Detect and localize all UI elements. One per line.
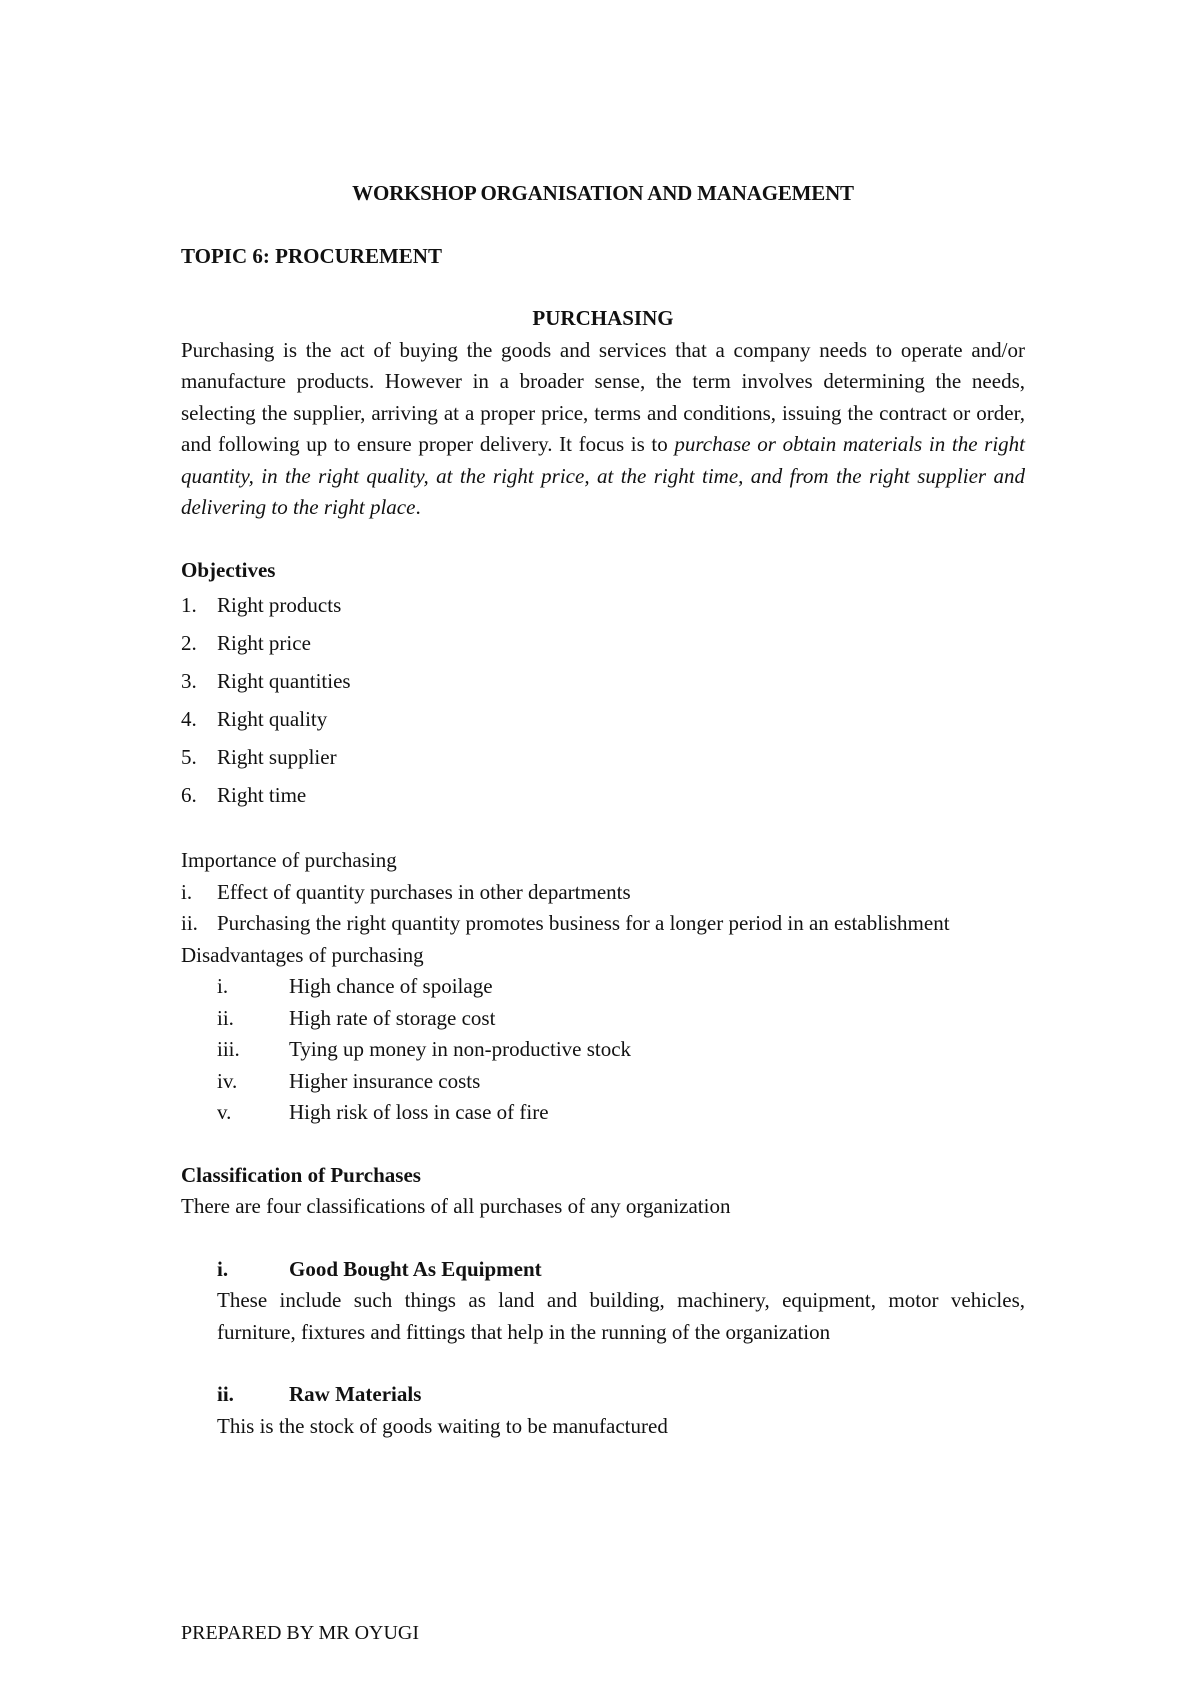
list-item [181,1097,1025,1129]
list-item [181,700,1025,738]
list-number: i. [217,1256,229,1281]
list-item [181,738,1025,776]
list-number: i. [181,879,193,904]
topic-heading: TOPIC 6: PROCUREMENT [181,244,442,268]
list-text: Right products [217,593,342,617]
intro-text: Purchasing is the act of buying the goods and services that a company needs to operate and/or manufacture products. However in a broader sense, the term involves determining the needs, selecting the supplier, arriving at a proper price, terms and conditions, issuing the contract or order, and following up to ensure proper delivery. It focus is to [181,337,1025,456]
classification-item-text: These include such things as land and building, machinery, equipment, motor vehicles, furniture, fixtures and fittings that help in the running of the organization [217,1288,1025,1344]
list-text: Right time [217,783,307,807]
intro-end: . [415,495,421,519]
objectives-heading: Objectives [181,557,276,582]
classification-item-title [181,1379,1025,1411]
list-number: ii. [181,911,198,935]
list-number: v. [217,1100,232,1124]
list-item [181,908,1025,940]
objectives-list [181,586,1025,814]
classification-heading: Classification of Purchases [181,1162,421,1187]
list-text: Tying up money in non-productive stock [289,1037,632,1061]
list-number: 2. [181,631,197,655]
list-number: 6. [181,783,197,807]
list-text: High chance of spoilage [289,974,493,998]
list-text: Purchasing the right quantity promotes business for a longer period in an establishment [217,911,950,935]
disadvantages-heading: Disadvantages of purchasing [181,942,424,967]
list-number: i. [217,974,229,998]
list-item [181,586,1025,624]
list-text: Right quality [217,707,328,731]
page-footer: PREPARED BY MR OYUGI [181,1622,420,1644]
list-item [181,662,1025,700]
list-item [181,971,1025,1003]
classification-title-text: Good Bought As Equipment [289,1256,542,1281]
list-item [181,624,1025,662]
list-text: Higher insurance costs [289,1068,481,1093]
document-title: WORKSHOP ORGANISATION AND MANAGEMENT [352,181,854,205]
list-item [181,1066,1025,1098]
document-page [181,0,1025,1696]
list-number: 4. [181,707,197,731]
classification-intro: There are four classifications of all purchases of any organization [181,1194,731,1218]
list-item [181,1034,1025,1066]
list-item [181,776,1025,814]
classification-item-title [181,1254,1025,1286]
list-number: ii. [217,1005,234,1030]
document-body [181,303,1025,1442]
list-text: Effect of quantity purchases in other departments [217,879,631,904]
list-text: High risk of loss in case of fire [289,1100,549,1124]
classification-item-text: This is the stock of goods waiting to be manufactured [217,1413,668,1438]
disadvantages-list [181,971,1025,1129]
list-number: 1. [181,593,197,617]
list-text: Right quantities [217,669,351,693]
list-text: High rate of storage cost [289,1005,496,1030]
list-number: iv. [217,1068,238,1093]
list-number: 5. [181,745,197,769]
classification-title-text: Raw Materials [289,1382,422,1406]
intro-paragraph [181,335,1025,524]
list-text: Right supplier [217,745,337,769]
importance-heading: Importance of purchasing [181,848,397,872]
intro-italic-text: purchase or obtain materials in the right quantity, in the right quality, at the right price, at the right time, and from the right supplier and delivering to the right place [181,432,1026,519]
list-number: ii. [217,1382,234,1406]
importance-list [181,877,1025,940]
list-number: iii. [217,1037,240,1061]
section-title: PURCHASING [532,306,674,330]
list-item [181,1003,1025,1035]
list-number: 3. [181,669,197,693]
list-text: Right price [217,631,311,655]
list-item [181,877,1025,909]
